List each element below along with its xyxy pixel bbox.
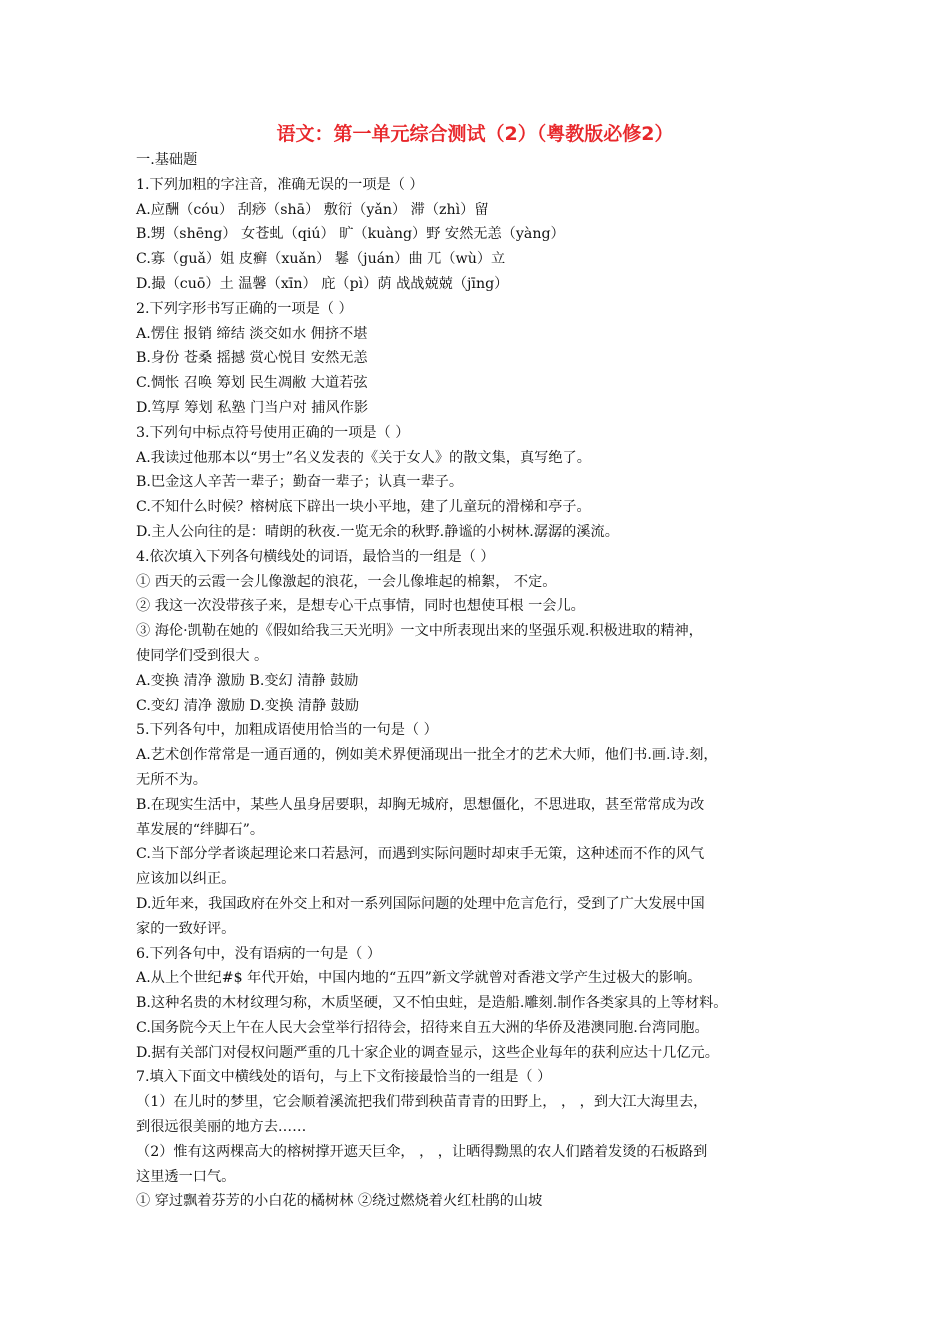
text-line: ③ 海伦·凯勒在她的《假如给我三天光明》一文中所表现出来的坚强乐观.积极进取的精神， [136, 623, 703, 640]
text-line: C.不知什么时候？榕树底下辟出一块小平地，建了儿童玩的滑梯和亭子。 [136, 499, 591, 516]
text-line: A.我读过他那本以“男士”名义发表的《关于女人》的散文集，真写绝了。 [136, 449, 591, 466]
text-line: D.笃厚 筹划 私塾 门当户对 捕风作影 [136, 399, 369, 416]
text-line: A.从上个世纪#$ 年代开始，中国内地的“五四”新文学就曾对香港文学产生过极大的影响。 [136, 970, 702, 987]
text-line: D.据有关部门对侵权问题严重的几十家企业的调查显示，这些企业每年的获利应达十几亿元。 [136, 1044, 719, 1061]
document-body [136, 148, 826, 1214]
text-line: 3.下列句中标点符号使用正确的一项是（ ） [136, 424, 410, 441]
document-title: 语文：第一单元综合测试（2）（粤教版必修2） [276, 123, 674, 145]
text-line: C.惆怅 召唤 筹划 民生凋敝 大道若弦 [136, 375, 368, 392]
text-line: ② 我这一次没带孩子来，是想专心干点事情，同时也想使耳根 一会儿。 [136, 598, 585, 615]
text-line: 家的一致好评。 [136, 920, 236, 937]
text-line: 革发展的“绊脚石”。 [136, 821, 265, 838]
text-line: 7.填入下面文中横线处的语句，与上下文衔接最恰当的一组是（ ） [136, 1069, 552, 1086]
text-line: C.变幻 清净 激励 D.变换 清静 鼓励 [136, 697, 360, 714]
text-line: B.身份 苍桑 摇撼 赏心悦目 安然无恙 [136, 350, 368, 367]
text-line: C.国务院今天上午在人民大会堂举行招待会，招待来自五大洲的华侨及港澳同胞.台湾同胞。 [136, 1019, 709, 1036]
text-line: D.近年来，我国政府在外交上和对一系列国际问题的处理中危言危行，受到了广大发展中国 [136, 895, 705, 912]
text-line: 到很远很美丽的地方去…… [136, 1119, 307, 1136]
text-line: A.愣住 报销 缔结 淡交如水 佣挤不堪 [136, 325, 368, 342]
text-line: 1.下列加粗的字注音，准确无误的一项是（ ） [136, 176, 424, 193]
text-line: 使同学们受到很大 。 [136, 647, 269, 664]
text-line: C.寡（guǎ）姐 皮癣（xuǎn） 鬈（juán）曲 兀（wù）立 [136, 251, 506, 268]
text-line: B.这种名贵的木材纹理匀称，木质坚硬，又不怕虫蛀，是造船.雕刻.制作各类家具的上等材料。 [136, 995, 728, 1012]
text-line: B.在现实生活中，某些人虽身居要职，却胸无城府，思想僵化，不思进取，甚至常常成为改 [136, 796, 705, 813]
text-line: 这里透一口气。 [136, 1168, 236, 1185]
text-line: ① 西天的云霞一会儿像激起的浪花，一会儿像堆起的棉絮， 不定。 [136, 573, 557, 590]
text-line: D.撮（cuō）土 温馨（xīn） 庇（pì）荫 战战兢兢（jīng） [136, 275, 509, 292]
text-line: 5.下列各句中，加粗成语使用恰当的一句是（ ） [136, 722, 438, 739]
text-line: 应该加以纠正。 [136, 871, 236, 888]
text-line: 2.下列字形书写正确的一项是（ ） [136, 300, 353, 317]
text-line: 6.下列各句中，没有语病的一句是（ ） [136, 945, 382, 962]
text-line: C.当下部分学者谈起理论来口若悬河，而遇到实际问题时却束手无策，这种述而不作的风气 [136, 846, 705, 863]
text-line: A.艺术创作常常是一通百通的，例如美术界便涌现出一批全才的艺术大师，他们书.画.诗.刻， [136, 747, 718, 764]
text-line: （1）在儿时的梦里，它会顺着溪流把我们带到秧苗青青的田野上， ， ，到大江大海里去， [136, 1094, 708, 1111]
text-line: D.主人公向往的是：晴朗的秋夜.一览无余的秋野.静谧的小树林.潺潺的溪流。 [136, 523, 619, 540]
text-line: 4.依次填入下列各句横线处的词语，最恰当的一组是（ ） [136, 548, 495, 565]
text-line: B.巴金这人辛苦一辈子；勤奋一辈子；认真一辈子。 [136, 474, 464, 491]
text-line: A.变换 清净 激励 B.变幻 清静 鼓励 [136, 672, 359, 689]
text-line: A.应酬（cóu） 刮痧（shā） 敷衍（yǎn） 滞（zhì）留 [136, 201, 489, 218]
text-line: 无所不为。 [136, 771, 207, 788]
text-line: ① 穿过飘着芬芳的小白花的橘树林 ②绕过燃烧着火红杜鹃的山坡 [136, 1193, 543, 1210]
text-line: 一.基础题 [136, 152, 198, 168]
text-line: （2）惟有这两棵高大的榕树撑开遮天巨伞， ， ，让晒得黝黑的农人们踏着发烫的石板路到 [136, 1143, 708, 1160]
text-line: B.甥（shēng） 女苍虬（qiú） 旷（kuàng）野 安然无恙（yàng） [136, 226, 565, 243]
